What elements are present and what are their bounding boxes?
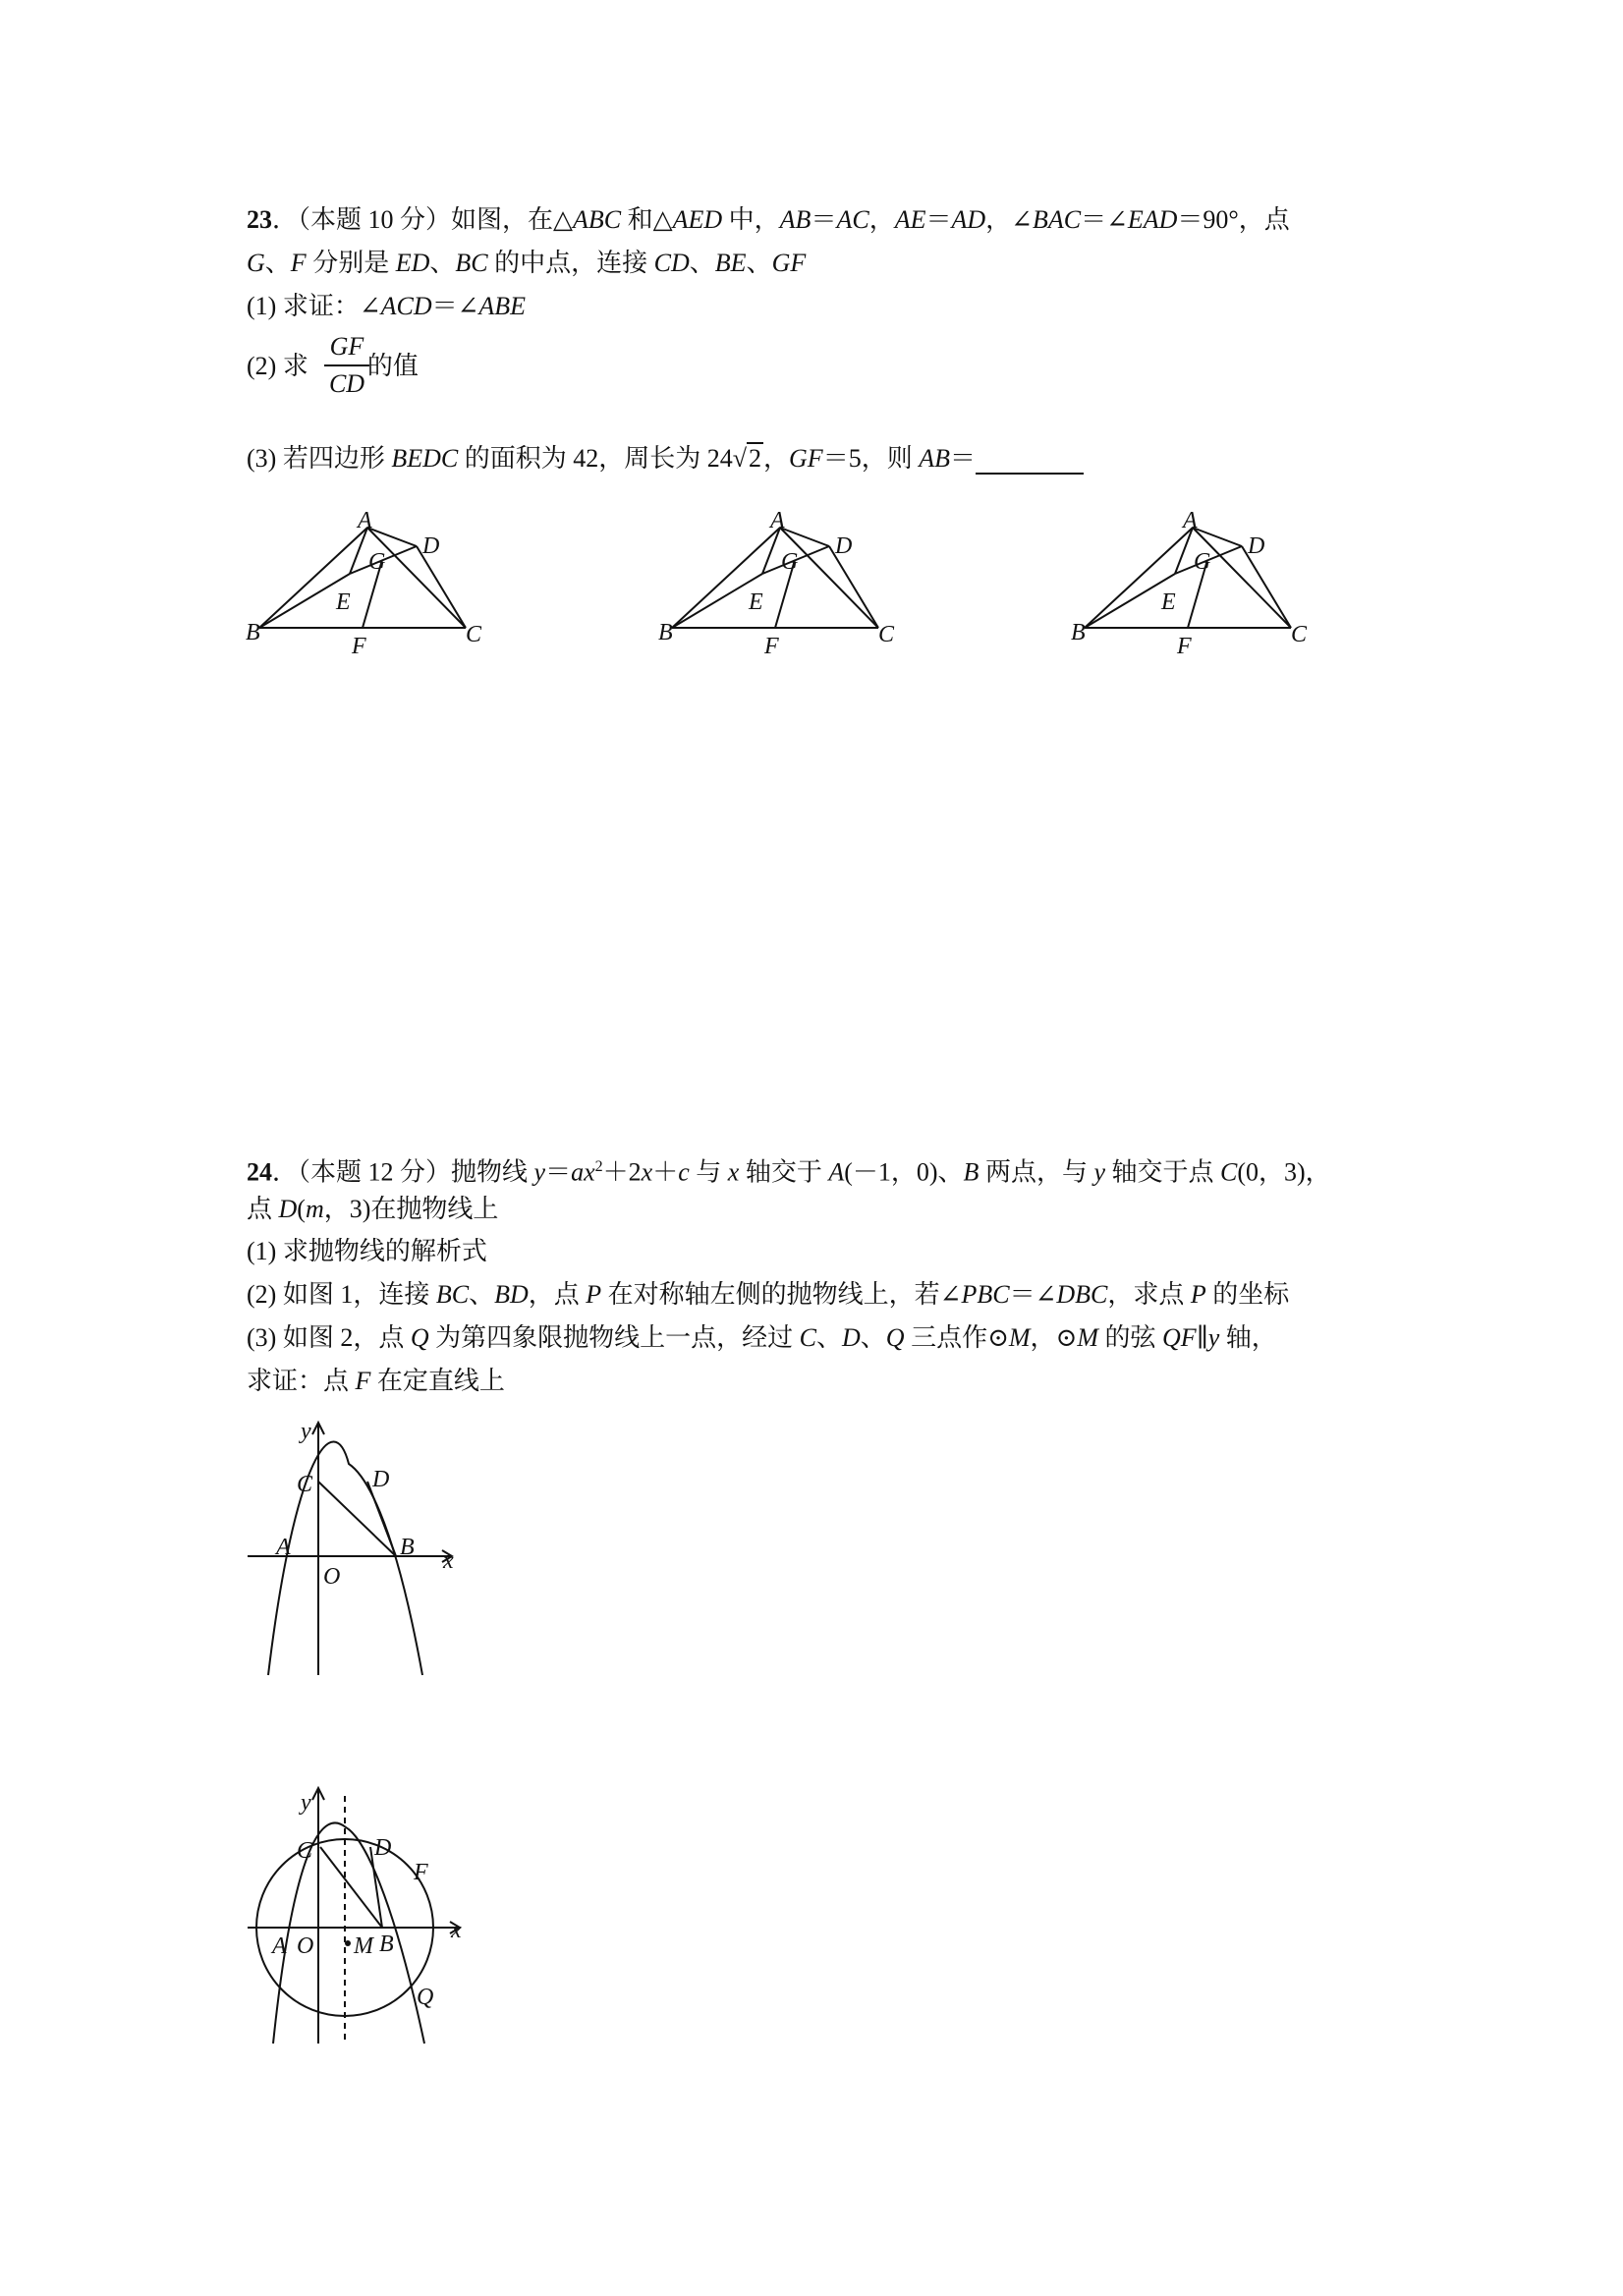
fig2-label-M: M <box>354 1933 373 1959</box>
fig2-label-D: D <box>374 1835 392 1861</box>
fig1-label-A: A <box>276 1535 291 1560</box>
label-G: G <box>1194 549 1211 575</box>
label-D: D <box>1248 533 1265 559</box>
fig2-label-A: A <box>272 1933 287 1959</box>
label-C: C <box>878 622 895 647</box>
q24-line2: 点 D(m，3)在抛物线上 <box>247 1195 499 1223</box>
label-F: F <box>352 634 366 659</box>
fig2-label-y: y <box>301 1790 311 1816</box>
fig1-label-D: D <box>372 1467 390 1492</box>
sqrt-icon: √ <box>732 444 748 473</box>
fig2-label-B: B <box>379 1932 394 1957</box>
q24-part2: (2) 如图 1，连接 BC、BD，点 P 在对称轴左侧的抛物线上，若∠PBC＝∠DBC，求点 P 的坐标 <box>247 1280 1290 1309</box>
label-C: C <box>466 622 482 647</box>
label-B: B <box>658 620 673 645</box>
sqrt-expression: √2 <box>732 444 762 473</box>
q23-part3: (3) 若四边形 BEDC 的面积为 42，周长为 24√2，GF＝5，则 AB＝ <box>247 443 1084 475</box>
fig2-label-C: C <box>297 1838 313 1864</box>
q23-part1: (1) 求证：∠ACD＝∠ABE <box>247 292 527 320</box>
label-F: F <box>764 634 779 659</box>
fig1-label-C: C <box>297 1472 313 1497</box>
q23-line2: G、F 分别是 ED、BC 的中点，连接 CD、BE、GF <box>247 249 807 277</box>
fig1-label-B: B <box>400 1535 415 1560</box>
fraction-denominator: CD <box>328 369 365 398</box>
fig2-label-Q: Q <box>417 1985 434 2010</box>
center-M-dot <box>345 1940 351 1946</box>
label-C: C <box>1291 622 1308 647</box>
label-E: E <box>749 589 763 615</box>
label-A: A <box>1183 508 1198 533</box>
fig2-label-O: O <box>297 1933 314 1959</box>
question-number-23: 23 <box>247 205 272 234</box>
label-B: B <box>246 620 260 645</box>
fig2-label-x: x <box>451 1918 462 1943</box>
label-E: E <box>336 589 351 615</box>
fig2-label-F: F <box>414 1860 428 1885</box>
label-D: D <box>422 533 440 559</box>
question-number-24: 24 <box>247 1157 272 1187</box>
label-G: G <box>781 549 799 575</box>
q23-part2: (2) 求 的值 <box>247 352 419 380</box>
fig1-label-O: O <box>323 1564 341 1590</box>
label-B: B <box>1071 620 1086 645</box>
fraction-numerator: GF <box>329 332 364 361</box>
label-A: A <box>358 508 372 533</box>
q23-line1: 23．（本题 10 分）如图，在△ABC 和△AED 中，AB＝AC，AE＝AD，∠BAC＝∠EAD＝90°，点 <box>247 205 1290 234</box>
q24-part1: (1) 求抛物线的解析式 <box>247 1237 487 1265</box>
label-D: D <box>835 533 853 559</box>
label-G: G <box>368 549 386 575</box>
q24-part3-line2: 求证：点 F 在定直线上 <box>247 1367 505 1395</box>
label-E: E <box>1161 589 1176 615</box>
q24-line1: 24．（本题 12 分）抛物线 $y=ax^2+2x+c$ 与 x 轴交于 A(－1，0)、B 两点，与 y 轴交于点 C(0，3)， <box>247 1157 1331 1187</box>
label-A: A <box>770 508 785 533</box>
fig1-label-x: x <box>443 1548 454 1574</box>
label-F: F <box>1177 634 1192 659</box>
q24-part3: (3) 如图 2，点 Q 为第四象限抛物线上一点，经过 C、D、Q 三点作⊙M，⊙M 的弦 QF∥y 轴， <box>247 1323 1277 1352</box>
fig1-label-y: y <box>301 1419 311 1444</box>
